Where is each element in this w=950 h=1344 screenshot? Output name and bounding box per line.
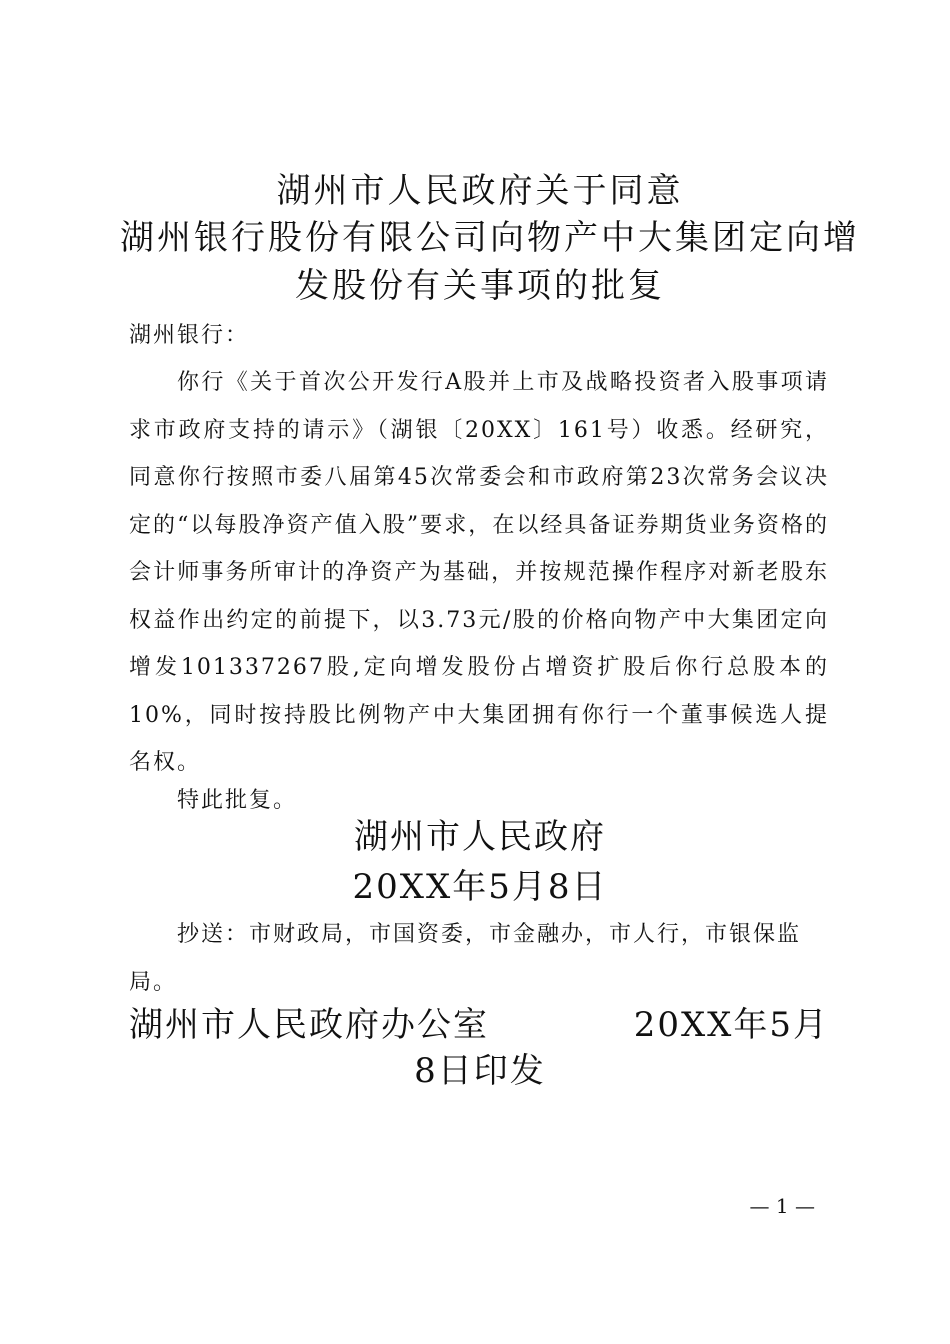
issue-date-part-2: 8日印发: [414, 1051, 546, 1091]
signature-date: 20XX年5月8日: [352, 867, 608, 907]
cc-list: 抄送：市财政局，市国资委，市金融办，市人行，市银保监局。: [129, 922, 802, 995]
body-paragraph: 你行《关于首次公开发行A股并上市及战略投资者入股事项请求市政府支持的请示》（湖银〔20XX〕161号）收悉。经研究，同意你行按照市委八届第45次常委会和市政府第23次常务会议决定的“以每股净资产值入股”要求，在以经具备证券期货业务资格的会计师事务所审计的净资产为基础，并按规范操作程序对新老股东权益作出约定的前提下，以3.73元/股的价格向物产中大集团定向增发101337267股,定向增发股份占增资扩股后你行总股本的10%，同时按持股比例物产中大集团拥有你行一个董事候选人提名权。: [129, 370, 829, 775]
signature-organization: 湖州市人民政府: [354, 817, 606, 857]
issuer-office: 湖州市人民政府办公室: [129, 1005, 489, 1045]
document-title-line-1: 湖州市人民政府关于同意: [276, 171, 684, 211]
issue-date-part-1: 20XX年5月: [633, 1005, 829, 1045]
salutation: 湖州银行：: [129, 323, 250, 348]
closing-line: 特此批复。: [177, 788, 298, 813]
page-number: — 1 —: [749, 1194, 815, 1218]
issuer-row: [129, 1000, 829, 1050]
document-title-line-2: 湖州银行股份有限公司向物产中大集团定向增: [120, 218, 860, 258]
document-title-line-3: 发股份有关事项的批复: [295, 266, 665, 306]
